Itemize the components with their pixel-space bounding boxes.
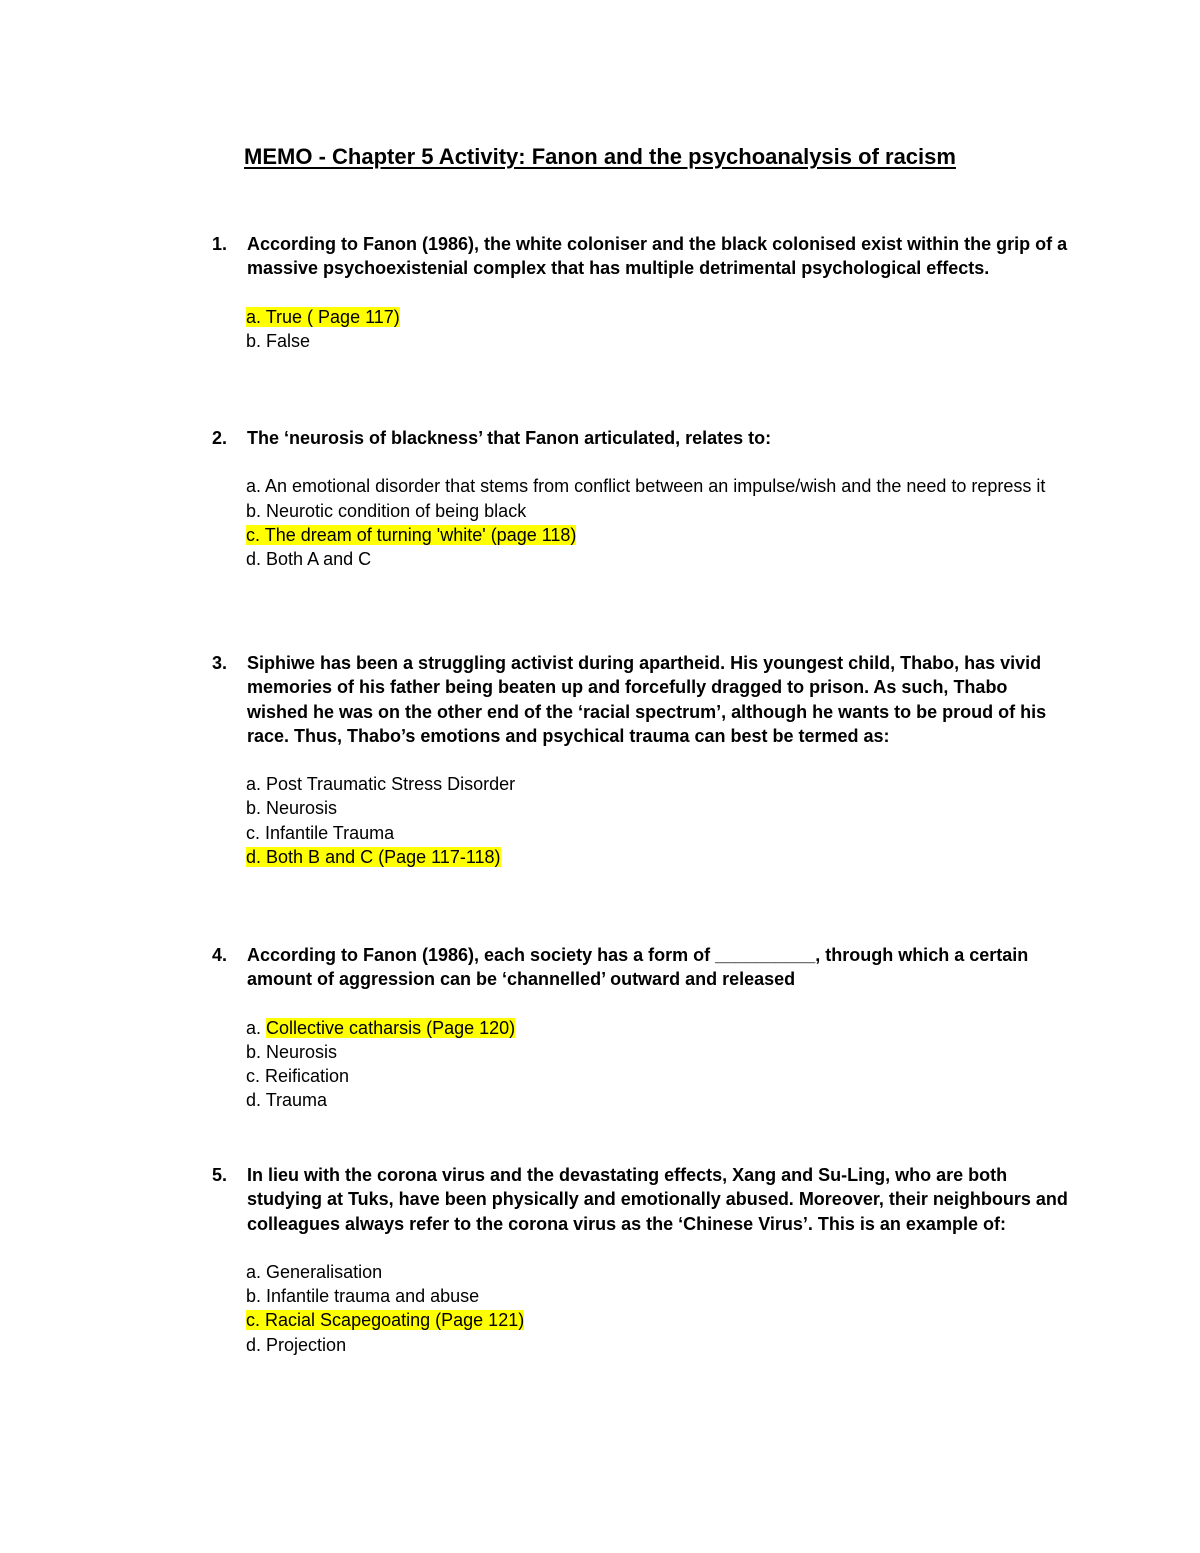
option-d: d. Both A and C (246, 549, 372, 570)
answer-options (246, 1260, 1072, 1357)
option-c (246, 1308, 1072, 1332)
question-text: According to Fanon (1986), each society has a form of __________, through which a certain amount of aggression can be ‘channelled’ outward and released (247, 945, 1029, 990)
question-5 (212, 1163, 1072, 1357)
question-number: 4. (212, 945, 228, 965)
question-number: 5. (212, 1165, 228, 1185)
option-c: c. Reification (246, 1066, 350, 1087)
answer-highlight: d. Both B and C (Page 117-118) (246, 847, 501, 868)
question-number: 3. (212, 653, 228, 673)
option-c: c. Infantile Trauma (246, 822, 395, 843)
question-1 (212, 232, 1072, 353)
question-text: The ‘neurosis of blackness’ that Fanon articulated, relates to: (247, 428, 772, 448)
question-2 (212, 426, 1072, 571)
option-d: d. Projection (246, 1334, 347, 1355)
option-d (246, 845, 1072, 869)
document-title: MEMO - Chapter 5 Activity: Fanon and the psychoanalysis of racism (244, 144, 956, 169)
answer-highlight: c. Racial Scapegoating (Page 121) (246, 1310, 525, 1331)
option-b: b. Neurotic condition of being black (246, 500, 527, 521)
option-b: b. False (246, 330, 311, 351)
option-a: a. An emotional disorder that stems from conflict between an impulse/wish and the need to repress it (246, 476, 1046, 497)
answer-options (246, 305, 1072, 354)
answer-highlight: Collective catharsis (Page 120) (266, 1017, 516, 1038)
option-a: a. Post Traumatic Stress Disorder (246, 774, 516, 795)
question-3 (212, 651, 1072, 869)
answer-options (246, 474, 1072, 571)
option-a: a. Collective catharsis (Page 120) (246, 1017, 516, 1038)
option-a: a. Generalisation (246, 1261, 383, 1282)
question-number: 2. (212, 428, 228, 448)
option-c (246, 523, 1072, 547)
option-b: b. Infantile trauma and abuse (246, 1286, 480, 1307)
answer-highlight: a. True ( Page 117) (246, 306, 400, 327)
answer-options (246, 772, 1072, 869)
answer-highlight: c. The dream of turning 'white' (page 118) (246, 524, 577, 545)
option-d: d. Trauma (246, 1090, 328, 1111)
question-text: Siphiwe has been a struggling activist during apartheid. His youngest child, Thabo, has vivid memories of his father being beaten up and forcefully dragged to prison. As such, Thabo wished he was on the other end of the ‘racial spectrum’, although he wants to be proud of his race. Thus, Thabo’s emotions and psychical trauma can best be termed as: (247, 653, 1047, 746)
question-4 (212, 943, 1072, 1113)
question-text: In lieu with the corona virus and the devastating effects, Xang and Su-Ling, who are both studying at Tuks, have been physically and emotionally abused. Moreover, their neighbours and colleagues always refer to the corona virus as the ‘Chinese Virus’. This is an example of: (247, 1165, 1068, 1234)
option-b: b. Neurosis (246, 1041, 338, 1062)
answer-options (246, 1016, 1072, 1113)
option-a (246, 305, 1072, 329)
question-number: 1. (212, 234, 228, 254)
question-text: According to Fanon (1986), the white coloniser and the black colonised exist within the grip of a massive psychoexistenial complex that has multiple detrimental psychological effects. (247, 234, 1068, 279)
option-b: b. Neurosis (246, 798, 338, 819)
